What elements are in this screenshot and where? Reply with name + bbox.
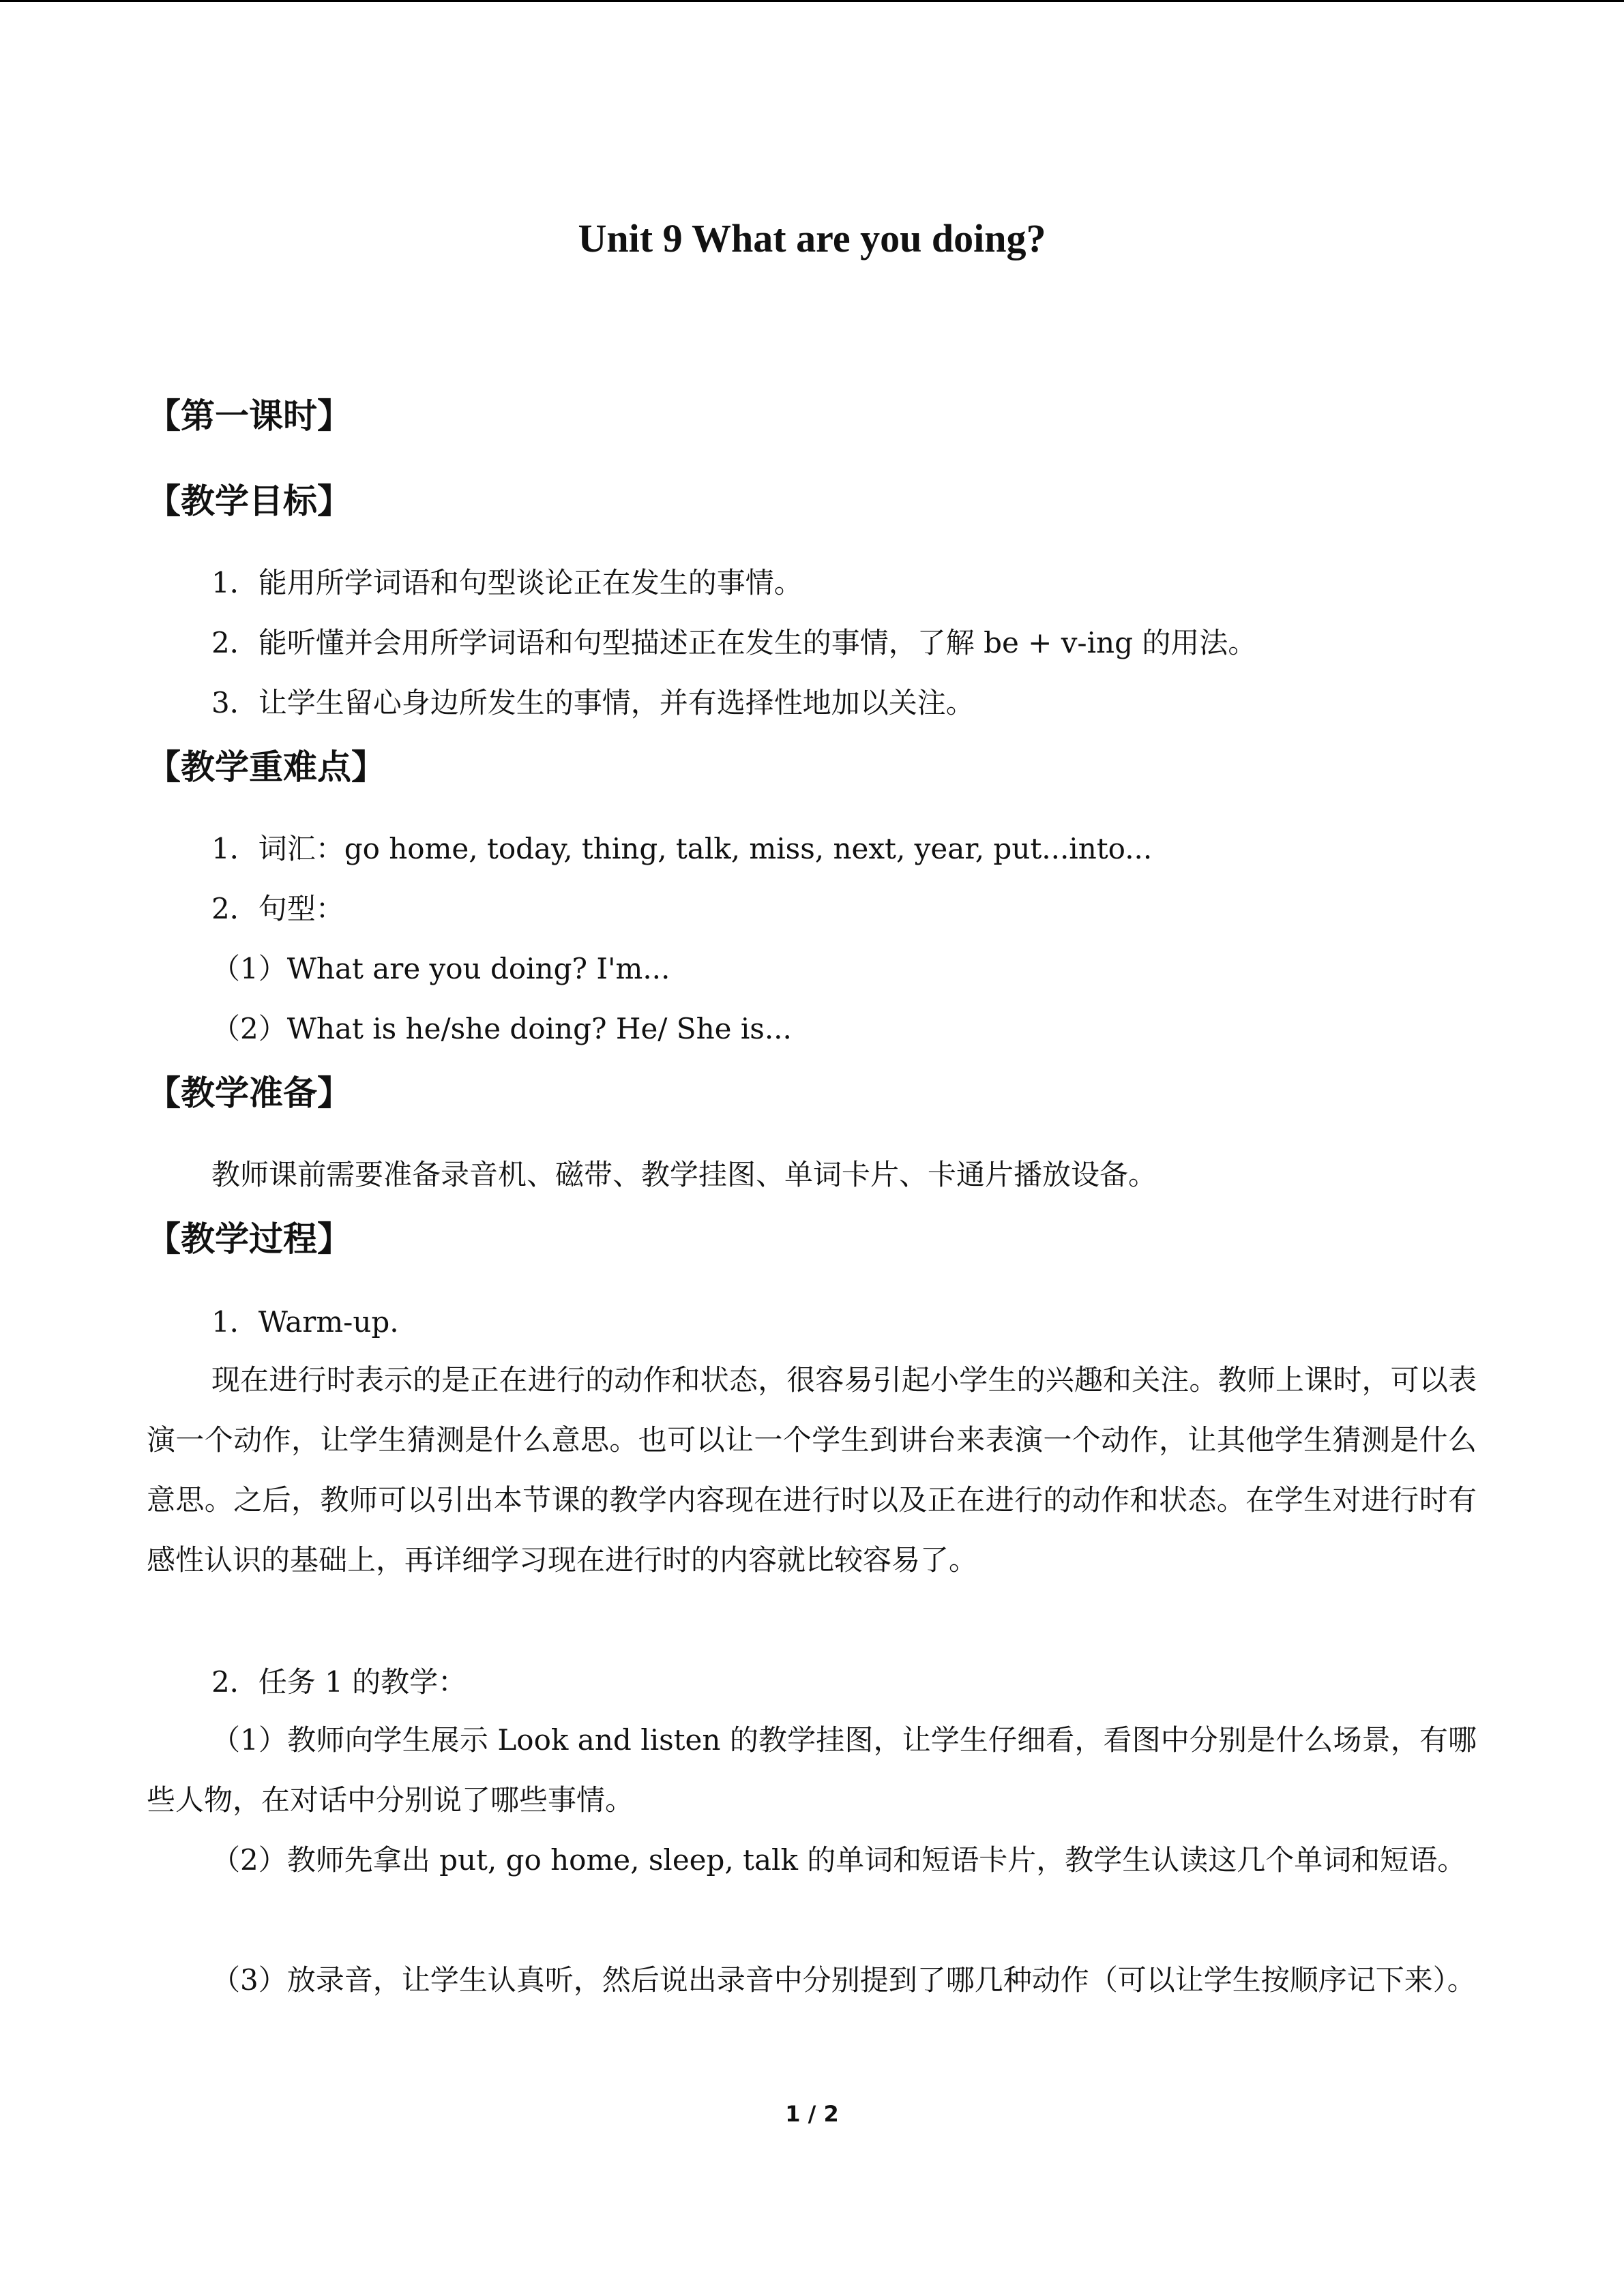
objectives-heading: 【教学目标】 — [147, 481, 351, 521]
process-step2-item-3: （3）放录音，让学生认真听，然后说出录音中分别提到了哪几种动作（可以让学生按顺序记下来）。 — [211, 1963, 1476, 1997]
process-step1-text: 现在进行时表示的是正在进行的动作和状态，很容易引起小学生的兴趣和关注。教师上课时，可以表演一个动作，让学生猜测是什么意思。也可以让一个学生到讲台来表演一个动作，让其他学生猜测是什么意思。之后，教师可以引出本节课的教学内容现在进行时以及正在进行的动作和状态。在学生对进行时有感性认识的基础上，再详细学习现在进行时的内容就比较容易了。 — [147, 1363, 1477, 1577]
page-number: 1 / 2 — [785, 2101, 839, 2127]
key-points-pattern-2: （2）What is he/she doing? He/ She is... — [211, 1012, 792, 1045]
process-step2-label: 2．任务 1 的教学： — [211, 1665, 467, 1699]
top-border — [0, 0, 1624, 2]
lesson-heading: 【第一课时】 — [147, 396, 351, 436]
preparation-heading: 【教学准备】 — [147, 1073, 351, 1113]
key-points-vocab: 1．词汇：go home, today, thing, talk, miss, next, year, put...into... — [211, 832, 1153, 865]
process-step2-item-1: （1）教师向学生展示 Look and listen 的教学挂图，让学生仔细看，看图中分别是什么场景，有哪些人物，在对话中分别说了哪些事情。 — [147, 1723, 1477, 1817]
process-heading: 【教学过程】 — [147, 1219, 351, 1259]
preparation-text: 教师课前需要准备录音机、磁带、教学挂图、单词卡片、卡通片播放设备。 — [211, 1158, 1157, 1191]
process-step2-item-2: （2）教师先拿出 put, go home, sleep, talk 的单词和短语卡片，教学生认读这几个单词和短语。 — [211, 1843, 1466, 1877]
key-points-pattern-1: （1）What are you doing? I'm... — [211, 952, 670, 985]
objective-item-1: 1．能用所学词语和句型谈论正在发生的事情。 — [211, 566, 803, 599]
process-step1-label: 1．Warm-up. — [211, 1305, 399, 1339]
key-points-heading: 【教学重难点】 — [147, 747, 385, 787]
objective-item-3: 3．让学生留心身边所发生的事情，并有选择性地加以关注。 — [211, 686, 975, 719]
key-points-pattern-label: 2．句型： — [211, 892, 344, 925]
document-title: Unit 9 What are you doing? — [578, 216, 1046, 260]
objective-item-2: 2．能听懂并会用所学词语和句型描述正在发生的事情，了解 be + v-ing 的用法。 — [211, 626, 1257, 659]
